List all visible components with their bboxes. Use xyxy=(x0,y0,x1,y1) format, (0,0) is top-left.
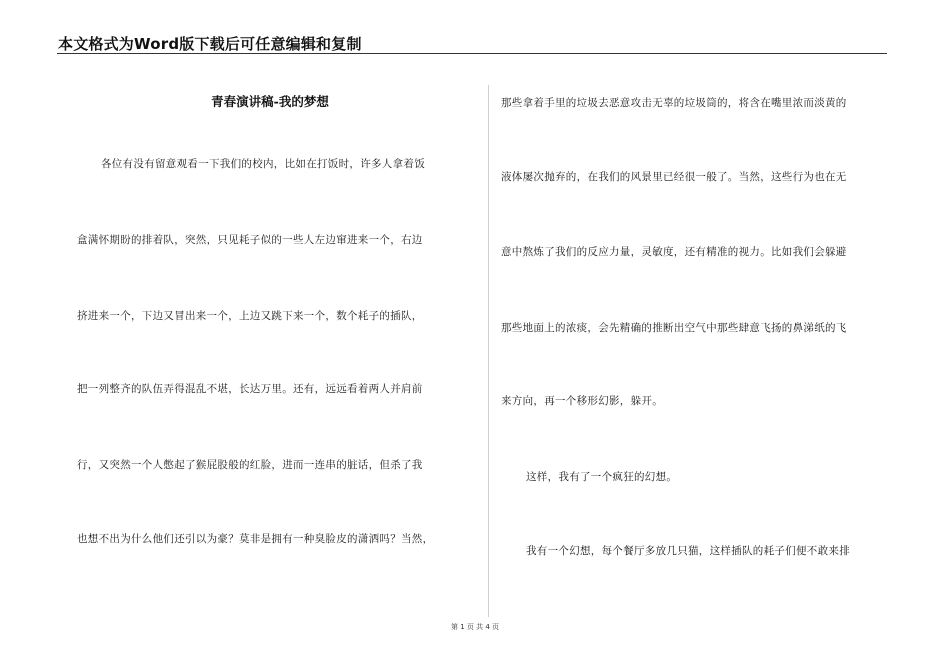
right-line-2: 液体屡次抛弃的，在我们的风景里已经很一般了。当然，这些行为也在无 xyxy=(501,171,847,183)
left-line-2: 盒满怀期盼的排着队，突然，只见耗子似的一些人左边窜进来一个，右边 xyxy=(77,234,423,246)
left-line-3: 挤进来一个，下边又冒出来一个，上边又跳下来一个，数个耗子的插队， xyxy=(77,310,423,322)
left-line-5: 行，又突然一个人憋起了猴屁股般的红脸，进而一连串的脏话，但杀了我 xyxy=(77,459,423,471)
right-line-1: 那些拿着手里的垃圾去恶意攻击无辜的垃圾筒的，将含在嘴里浓而淡黄的 xyxy=(501,97,847,109)
right-line-3: 意中熬炼了我们的反应力量，灵敏度，还有精准的视力。比如我们会躲避 xyxy=(501,246,847,258)
right-line-7: 我有一个幻想，每个餐厅多放几只猫，这样插队的耗子们便不敢来排 xyxy=(526,545,850,557)
header-rule xyxy=(57,53,887,54)
left-line-1: 各位有没有留意观看一下我们的校内，比如在打饭时，许多人拿着饭 xyxy=(101,158,425,170)
document-banner: 本文格式为Word版下载后可任意编辑和复制 xyxy=(58,35,362,53)
document-title: 青春演讲稿-我的梦想 xyxy=(211,94,329,109)
left-line-4: 把一列整齐的队伍弄得混乱不堪，长达万里。还有，远远看着两人并肩前 xyxy=(77,383,423,395)
right-line-6: 这样，我有了一个疯狂的幻想。 xyxy=(526,471,678,483)
right-line-5: 来方向，再一个移形幻影，躲开。 xyxy=(501,395,663,407)
column-divider xyxy=(488,85,489,617)
right-line-4: 那些地面上的浓痰，会先精确的推断出空气中那些肆意飞扬的鼻涕纸的飞 xyxy=(501,322,847,334)
left-line-6: 也想不出为什么他们还引以为豪？莫非是拥有一种臭脸皮的潇洒吗？当然， xyxy=(77,533,434,545)
page-number: 第 1 页 共 4 页 xyxy=(450,623,500,631)
